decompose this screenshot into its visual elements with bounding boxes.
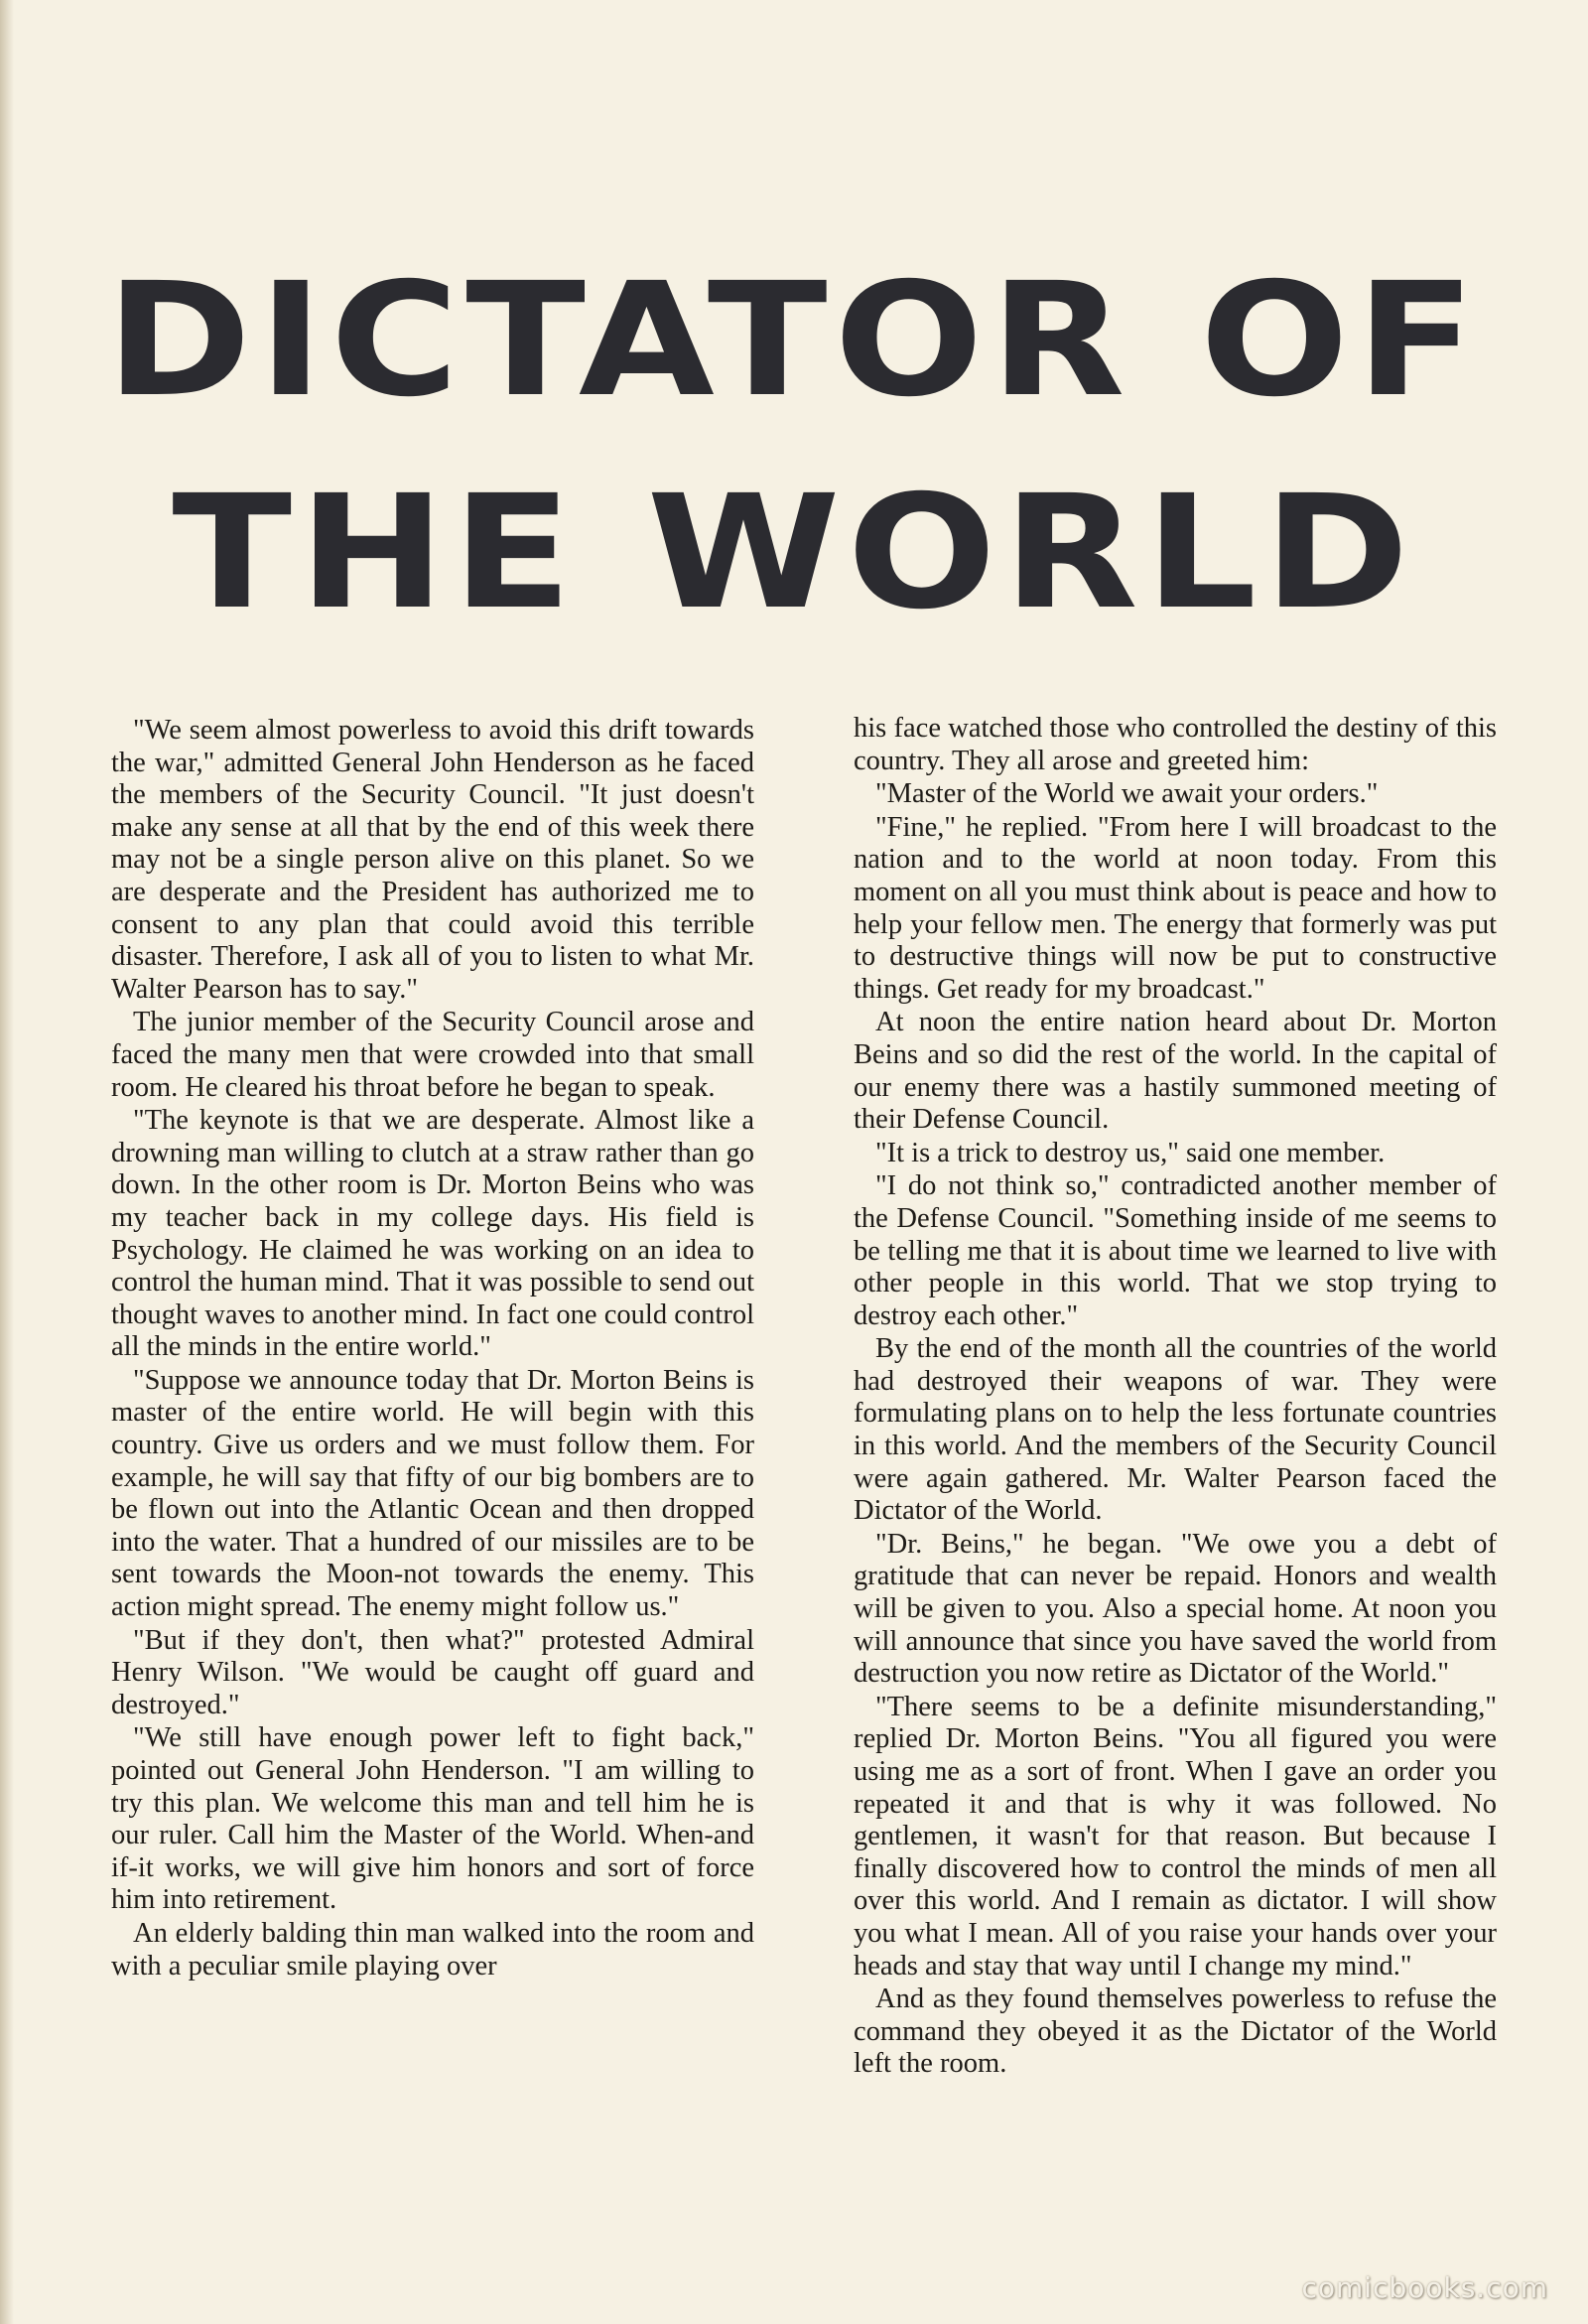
paragraph: The junior member of the Security Council arose and faced the many men that were crowded into that small room. He cleared his throat before he began to speak. xyxy=(111,1007,754,1103)
paragraph: By the end of the month all the countries of the world had destroyed their weapons of war. They were formulating plans on to help the less fortunate countries in this world. And the members of the Security Council were again gathered. Mr. Walter Pearson faced the Dictator of the World. xyxy=(854,1333,1497,1527)
paragraph: "We still have enough power left to fight back," pointed out General John Henderson. "I am willing to try this plan. We welcome this man and tell him he is our ruler. Call him the Master of the World. When-and if-it works, we will give him honors and sort of force him into retirement. xyxy=(111,1722,754,1916)
paragraph: "Suppose we announce today that Dr. Morton Beins is master of the entire world. He will begin with this country. Give us orders and we must follow them. For example, he will say that fifty of our big bombers are to be flown out into the Atlantic Ocean and then dropped into the water. That a hundred of our missiles are to be sent towards the Moon-not towards the enemy. This action might spread. The enemy might follow us." xyxy=(111,1364,754,1623)
paragraph-continued: his face watched those who controlled the destiny of this country. They all arose and greeted him: xyxy=(854,713,1497,776)
paragraph: "I do not think so," contradicted another member of the Defense Council. "Something inside of me seems to be telling me that it is about time we learned to live with other people in this world. That we stop trying to destroy each other." xyxy=(854,1170,1497,1331)
paragraph: "There seems to be a definite misunderstanding," replied Dr. Morton Beins. "You all figured you were using me as a sort of front. When I gave an order you repeated it and that is why it was followed. No gentlemen, it wasn't for that reason. But because I finally discovered how to control the minds of men all over this world. And I remain as dictator. I will show you what I mean. All of you raise your hands over your heads and stay that way until I change my mind." xyxy=(854,1691,1497,1982)
paragraph: "Master of the World we await your orders." xyxy=(875,778,1379,810)
story-title-line-1: DICTATOR OF xyxy=(105,249,1483,432)
paragraph: "It is a trick to destroy us," said one member. xyxy=(875,1137,1386,1168)
paragraph: "Fine," he replied. "From here I will broadcast to the nation and to the world at noon today. From this moment on all you must think about is peace and how to help your fellow men. The energy that formerly was put to destructive things will now be put to constructive things. Get ready for my broadcast." xyxy=(854,811,1497,1005)
paragraph: And as they found themselves powerless to refuse the command they obeyed it as the Dictator of the World left the room. xyxy=(854,1983,1497,2080)
paragraph: "Dr. Beins," he began. "We owe you a debt of gratitude that can never be repaid. Honors and wealth will be given to you. Also a special home. At noon you will announce that since you have saved the world from destruction you now retire as Dictator of the World." xyxy=(854,1528,1497,1690)
text-column-right xyxy=(854,713,1497,2082)
watermark: comicbooks.com xyxy=(1301,2271,1548,2304)
paragraph: At noon the entire nation heard about Dr. Morton Beins and so did the rest of the world. In the capital of our enemy there was a hastily summoned meeting of their Defense Council. xyxy=(854,1007,1497,1136)
story-title-line-2: THE WORLD xyxy=(172,462,1416,644)
paragraph: "But if they don't, then what?" protested Admiral Henry Wilson. "We would be caught off guard and destroyed." xyxy=(111,1624,754,1720)
paragraph: An elderly balding thin man walked into the room and with a peculiar smile playing over xyxy=(111,1917,754,1982)
paragraph: "We seem almost powerless to avoid this drift towards the war," admitted General John Henderson as he faced the members of the Security Council. "It just doesn't make any sense at all that by the end of this week there may not be a single person alive on this planet. So we are desperate and the President has authorized me to consent to any plan that could avoid this terrible disaster. Therefore, I ask all of you to listen to what Mr. Walter Pearson has to say." xyxy=(111,715,754,1005)
text-column-left xyxy=(111,715,754,1983)
paragraph: "The keynote is that we are desperate. Almost like a drowning man willing to clutch at a straw rather than go down. In the other room is Dr. Morton Beins who was my teacher back in my college days. His field is Psychology. He claimed he was working on an idea to control the human mind. That it was possible to send out thought waves to another mind. In fact one could control all the minds in the entire world." xyxy=(111,1105,754,1363)
